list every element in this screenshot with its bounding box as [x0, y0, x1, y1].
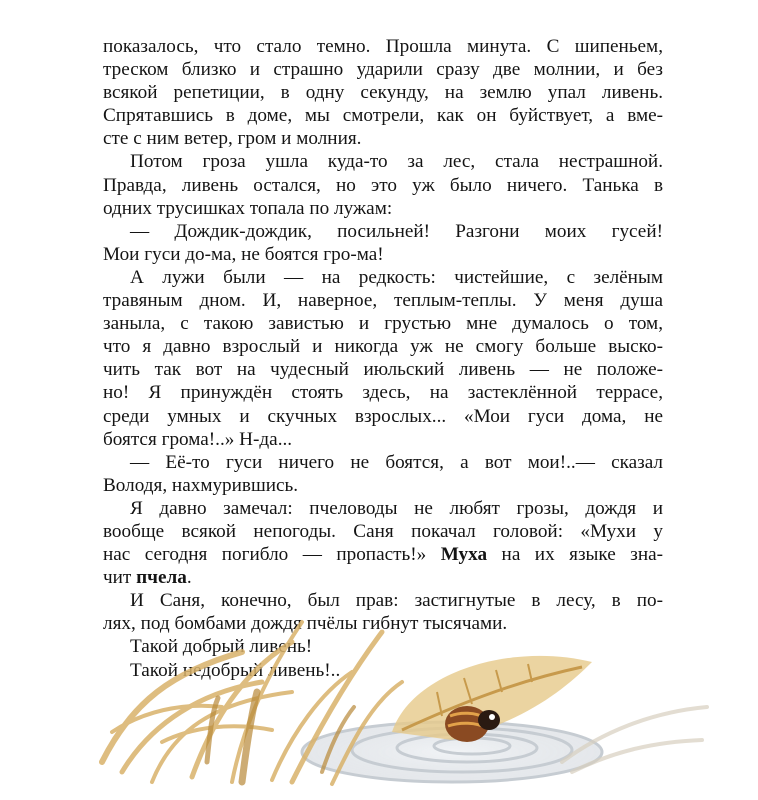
line: чить так вот на чудесный июльский ливень — не положе-: [103, 359, 663, 381]
story-text: [103, 35, 663, 682]
line: вообще всякой непогоды. Саня покачал головой: «Мухи у: [103, 520, 663, 542]
line: среди умных и скучных взрослых... «Мои гуси дома, не: [103, 405, 663, 427]
line: всякой репетиции, в одну секунду, на землю упал ливень.: [103, 82, 663, 104]
line-part: .: [186, 567, 192, 589]
line: заныла, с такою завистью и грустью мне думалось о том,: [103, 313, 663, 335]
watercolor-illustration: [92, 612, 712, 792]
line: — Дождик-дождик, посильней! Разгони моих гусей!: [130, 220, 663, 242]
line: но! Я принуждён стоять здесь, на застеклённой террасе,: [103, 382, 663, 404]
line-part: чит: [103, 567, 137, 589]
line: боятся грома!..» Н-да...: [103, 428, 293, 450]
line: Потом гроза ушла куда-то за лес, стала нестрашной.: [130, 151, 663, 173]
line: И Саня, конечно, был прав: застигнутые в лесу, в по-: [130, 590, 663, 612]
line: одних трусишках топала по лужам:: [103, 197, 393, 219]
line: травяным дном. И, наверное, теплым-теплы. У меня душа: [103, 290, 663, 312]
line: Я давно замечал: пчеловоды не любят грозы, дождя и: [130, 497, 663, 519]
bold-word-pchela: пчела: [136, 567, 187, 589]
line: Спрятавшись в доме, мы смотрели, как он буйствует, а вме-: [103, 105, 663, 127]
line: Мои гуси до-ма, не боятся гро-ма!: [103, 243, 384, 265]
line: А лужи были — на редкость: чистейшие, с зелёным: [130, 266, 663, 288]
bold-word-mukha: Муха: [440, 544, 488, 566]
line: сте с ним ветер, гром и молния.: [103, 128, 362, 150]
line: Такой добрый ливень!: [130, 636, 313, 658]
line-part: на их языке зна-: [487, 544, 664, 566]
line: показалось, что стало темно. Прошла минута. С шипеньем,: [103, 36, 663, 57]
line: [103, 566, 663, 589]
line: Такой недобрый ливень!..: [130, 659, 341, 681]
line: Володя, нахмурившись.: [103, 474, 299, 496]
line: [103, 543, 663, 566]
line-part: нас сегодня погибло — пропасть!»: [103, 544, 441, 566]
line: Правда, ливень остался, но это уж было ничего. Танька в: [103, 174, 663, 196]
line: что я давно взрослый и никогда уж не смогу больше выско-: [103, 336, 663, 358]
line: треском близко и страшно ударили сразу две молнии, и без: [103, 59, 663, 81]
line: лях, под бомбами дождя пчёлы гибнут тысячами.: [103, 613, 508, 635]
line: — Её-то гуси ничего не боятся, а вот мои!..— сказал: [130, 451, 663, 473]
